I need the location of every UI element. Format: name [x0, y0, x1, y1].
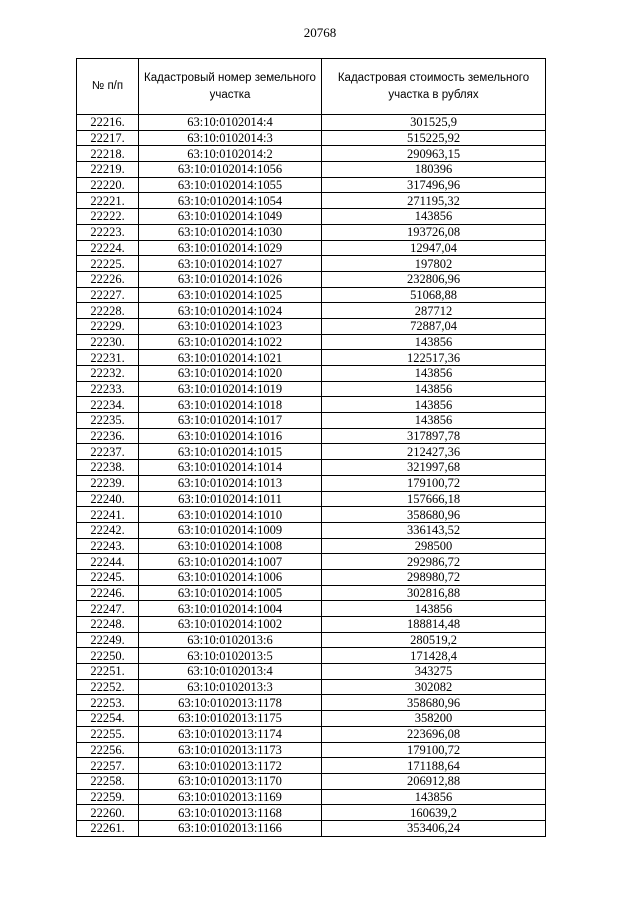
- row-number: 22231.: [77, 350, 139, 366]
- row-number: 22223.: [77, 224, 139, 240]
- table-row: [77, 350, 546, 366]
- cadastral-number: 63:10:0102014:1013: [139, 475, 322, 491]
- page-number: 20768: [303, 25, 337, 40]
- cadastral-number: 63:10:0102013:1178: [139, 695, 322, 711]
- cadastral-value: 298980,72: [322, 569, 546, 585]
- cadastral-value: 72887,04: [322, 318, 546, 334]
- row-number: 22244.: [77, 554, 139, 570]
- cadastral-value: 206912,88: [322, 773, 546, 789]
- row-number: 22251.: [77, 664, 139, 680]
- table-row: [77, 632, 546, 648]
- table-row: [77, 303, 546, 319]
- cadastral-number: 63:10:0102014:1018: [139, 397, 322, 413]
- table-row: [77, 569, 546, 585]
- cadastral-number: 63:10:0102014:1022: [139, 334, 322, 350]
- cadastral-value: 157666,18: [322, 491, 546, 507]
- cadastral-value: 298500: [322, 538, 546, 554]
- cadastral-number: 63:10:0102014:1015: [139, 444, 322, 460]
- table-row: [77, 585, 546, 601]
- cadastral-value: 353406,24: [322, 820, 546, 836]
- table-row: [77, 695, 546, 711]
- row-number: 22257.: [77, 758, 139, 774]
- cadastral-number: 63:10:0102014:1020: [139, 366, 322, 382]
- cadastral-number: 63:10:0102014:1011: [139, 491, 322, 507]
- cadastral-number: 63:10:0102014:1024: [139, 303, 322, 319]
- cadastral-number: 63:10:0102013:4: [139, 664, 322, 680]
- cadastral-value: 336143,52: [322, 522, 546, 538]
- table-row: [77, 256, 546, 272]
- row-number: 22260.: [77, 805, 139, 821]
- table-row: [77, 177, 546, 193]
- cadastral-number: 63:10:0102014:4: [139, 115, 322, 131]
- cadastral-value: 515225,92: [322, 130, 546, 146]
- table-row: [77, 538, 546, 554]
- cadastral-value: 180396: [322, 162, 546, 178]
- table-row: [77, 162, 546, 178]
- row-number: 22242.: [77, 522, 139, 538]
- table-row: [77, 726, 546, 742]
- row-number: 22243.: [77, 538, 139, 554]
- table-row: [77, 507, 546, 523]
- table-row: [77, 648, 546, 664]
- cadastral-number: 63:10:0102014:1023: [139, 318, 322, 334]
- cadastral-number: 63:10:0102014:1021: [139, 350, 322, 366]
- cadastral-value: 12947,04: [322, 240, 546, 256]
- cadastral-number: 63:10:0102013:3: [139, 679, 322, 695]
- cadastral-value: 317496,96: [322, 177, 546, 193]
- table-row: [77, 475, 546, 491]
- cadastral-value: 290963,15: [322, 146, 546, 162]
- cadastral-value: 143856: [322, 789, 546, 805]
- row-number: 22217.: [77, 130, 139, 146]
- cadastral-value: 358680,96: [322, 695, 546, 711]
- cadastral-number: 63:10:0102014:1025: [139, 287, 322, 303]
- table-row: [77, 271, 546, 287]
- cadastral-value: 122517,36: [322, 350, 546, 366]
- table-row: [77, 224, 546, 240]
- table-row: [77, 318, 546, 334]
- cadastral-value: 143856: [322, 413, 546, 429]
- cadastral-number: 63:10:0102013:1168: [139, 805, 322, 821]
- table-row: [77, 679, 546, 695]
- cadastral-value: 301525,9: [322, 115, 546, 131]
- table-row: [77, 773, 546, 789]
- row-number: 22216.: [77, 115, 139, 131]
- table-row: [77, 789, 546, 805]
- cadastral-value: 143856: [322, 366, 546, 382]
- cadastral-value: 271195,32: [322, 193, 546, 209]
- cadastral-value: 171188,64: [322, 758, 546, 774]
- row-number: 22256.: [77, 742, 139, 758]
- table-row: [77, 428, 546, 444]
- cadastral-number: 63:10:0102014:1027: [139, 256, 322, 272]
- row-number: 22219.: [77, 162, 139, 178]
- row-number: 22225.: [77, 256, 139, 272]
- cadastral-value: 343275: [322, 664, 546, 680]
- table-row: [77, 491, 546, 507]
- row-number: 22230.: [77, 334, 139, 350]
- cadastral-value: 193726,08: [322, 224, 546, 240]
- row-number: 22222.: [77, 209, 139, 225]
- table-header-row: [77, 59, 546, 115]
- cadastral-value: 302816,88: [322, 585, 546, 601]
- cadastral-number: 63:10:0102013:1175: [139, 711, 322, 727]
- table-row: [77, 413, 546, 429]
- row-number: 22250.: [77, 648, 139, 664]
- table-row: [77, 554, 546, 570]
- row-number: 22237.: [77, 444, 139, 460]
- cadastral-value: 143856: [322, 397, 546, 413]
- cadastral-number: 63:10:0102014:1006: [139, 569, 322, 585]
- row-number: 22258.: [77, 773, 139, 789]
- row-number: 22247.: [77, 601, 139, 617]
- cadastral-number: 63:10:0102013:1166: [139, 820, 322, 836]
- cadastral-number: 63:10:0102014:1030: [139, 224, 322, 240]
- cadastral-value: 179100,72: [322, 475, 546, 491]
- row-number: 22220.: [77, 177, 139, 193]
- cadastral-value: 358200: [322, 711, 546, 727]
- row-number: 22234.: [77, 397, 139, 413]
- row-number: 22241.: [77, 507, 139, 523]
- cadastral-number: 63:10:0102014:1019: [139, 381, 322, 397]
- cadastral-number: 63:10:0102014:1010: [139, 507, 322, 523]
- cadastral-value: 51068,88: [322, 287, 546, 303]
- cadastral-value: 232806,96: [322, 271, 546, 287]
- row-number: 22249.: [77, 632, 139, 648]
- table-row: [77, 460, 546, 476]
- cadastral-value: 223696,08: [322, 726, 546, 742]
- header-cadastral-value: Кадастровая стоимость земельного участка в рублях: [322, 59, 546, 115]
- cadastral-value: 143856: [322, 209, 546, 225]
- table-row: [77, 334, 546, 350]
- row-number: 22254.: [77, 711, 139, 727]
- table-row: [77, 522, 546, 538]
- cadastral-number: 63:10:0102014:1055: [139, 177, 322, 193]
- cadastral-number: 63:10:0102014:1005: [139, 585, 322, 601]
- table-row: [77, 366, 546, 382]
- row-number: 22252.: [77, 679, 139, 695]
- row-number: 22224.: [77, 240, 139, 256]
- table-row: [77, 820, 546, 836]
- table-row: [77, 758, 546, 774]
- cadastral-number: 63:10:0102014:1007: [139, 554, 322, 570]
- cadastral-value: 287712: [322, 303, 546, 319]
- cadastral-value: 212427,36: [322, 444, 546, 460]
- cadastral-number: 63:10:0102014:1029: [139, 240, 322, 256]
- cadastral-number: 63:10:0102013:1170: [139, 773, 322, 789]
- cadastral-number: 63:10:0102014:1009: [139, 522, 322, 538]
- cadastral-value: 179100,72: [322, 742, 546, 758]
- table-row: [77, 742, 546, 758]
- row-number: 22233.: [77, 381, 139, 397]
- row-number: 22246.: [77, 585, 139, 601]
- table-row: [77, 397, 546, 413]
- cadastral-number: 63:10:0102014:1049: [139, 209, 322, 225]
- row-number: 22229.: [77, 318, 139, 334]
- row-number: 22253.: [77, 695, 139, 711]
- row-number: 22221.: [77, 193, 139, 209]
- table-row: [77, 130, 546, 146]
- row-number: 22227.: [77, 287, 139, 303]
- cadastral-number: 63:10:0102014:2: [139, 146, 322, 162]
- row-number: 22218.: [77, 146, 139, 162]
- table-row: [77, 209, 546, 225]
- table-row: [77, 240, 546, 256]
- cadastral-number: 63:10:0102013:1169: [139, 789, 322, 805]
- cadastral-value: 358680,96: [322, 507, 546, 523]
- cadastral-number: 63:10:0102014:1016: [139, 428, 322, 444]
- table-row: [77, 805, 546, 821]
- cadastral-value: 317897,78: [322, 428, 546, 444]
- table-row: [77, 444, 546, 460]
- cadastral-number: 63:10:0102013:5: [139, 648, 322, 664]
- row-number: 22255.: [77, 726, 139, 742]
- table-body: [77, 115, 546, 837]
- cadastral-value: 292986,72: [322, 554, 546, 570]
- row-number: 22240.: [77, 491, 139, 507]
- cadastral-number: 63:10:0102014:1056: [139, 162, 322, 178]
- cadastral-number: 63:10:0102014:1014: [139, 460, 322, 476]
- cadastral-value: 280519,2: [322, 632, 546, 648]
- cadastral-number: 63:10:0102014:1002: [139, 617, 322, 633]
- row-number: 22226.: [77, 271, 139, 287]
- row-number: 22232.: [77, 366, 139, 382]
- cadastral-value: 143856: [322, 601, 546, 617]
- header-cadastral-number: Кадастровый номер земельного участка: [139, 59, 322, 115]
- cadastral-number: 63:10:0102014:1008: [139, 538, 322, 554]
- row-number: 22248.: [77, 617, 139, 633]
- table-row: [77, 381, 546, 397]
- cadastral-number: 63:10:0102014:1026: [139, 271, 322, 287]
- cadastral-number: 63:10:0102013:1172: [139, 758, 322, 774]
- table-row: [77, 711, 546, 727]
- table-row: [77, 617, 546, 633]
- row-number: 22259.: [77, 789, 139, 805]
- table-row: [77, 287, 546, 303]
- cadastral-number: 63:10:0102014:1017: [139, 413, 322, 429]
- cadastral-number: 63:10:0102014:1004: [139, 601, 322, 617]
- cadastral-value: 188814,48: [322, 617, 546, 633]
- table-row: [77, 115, 546, 131]
- cadastral-number: 63:10:0102013:6: [139, 632, 322, 648]
- cadastral-number: 63:10:0102013:1174: [139, 726, 322, 742]
- table-row: [77, 601, 546, 617]
- row-number: 22236.: [77, 428, 139, 444]
- cadastral-value: 302082: [322, 679, 546, 695]
- header-num: № п/п: [77, 59, 139, 115]
- table-row: [77, 146, 546, 162]
- row-number: 22228.: [77, 303, 139, 319]
- cadastral-number: 63:10:0102013:1173: [139, 742, 322, 758]
- cadastral-value: 171428,4: [322, 648, 546, 664]
- table-row: [77, 193, 546, 209]
- row-number: 22261.: [77, 820, 139, 836]
- cadastral-value: 321997,68: [322, 460, 546, 476]
- cadastral-number: 63:10:0102014:1054: [139, 193, 322, 209]
- cadastral-table: [76, 58, 546, 837]
- cadastral-value: 160639,2: [322, 805, 546, 821]
- cadastral-value: 143856: [322, 334, 546, 350]
- cadastral-value: 143856: [322, 381, 546, 397]
- row-number: 22235.: [77, 413, 139, 429]
- cadastral-number: 63:10:0102014:3: [139, 130, 322, 146]
- cadastral-value: 197802: [322, 256, 546, 272]
- row-number: 22245.: [77, 569, 139, 585]
- row-number: 22238.: [77, 460, 139, 476]
- row-number: 22239.: [77, 475, 139, 491]
- table-row: [77, 664, 546, 680]
